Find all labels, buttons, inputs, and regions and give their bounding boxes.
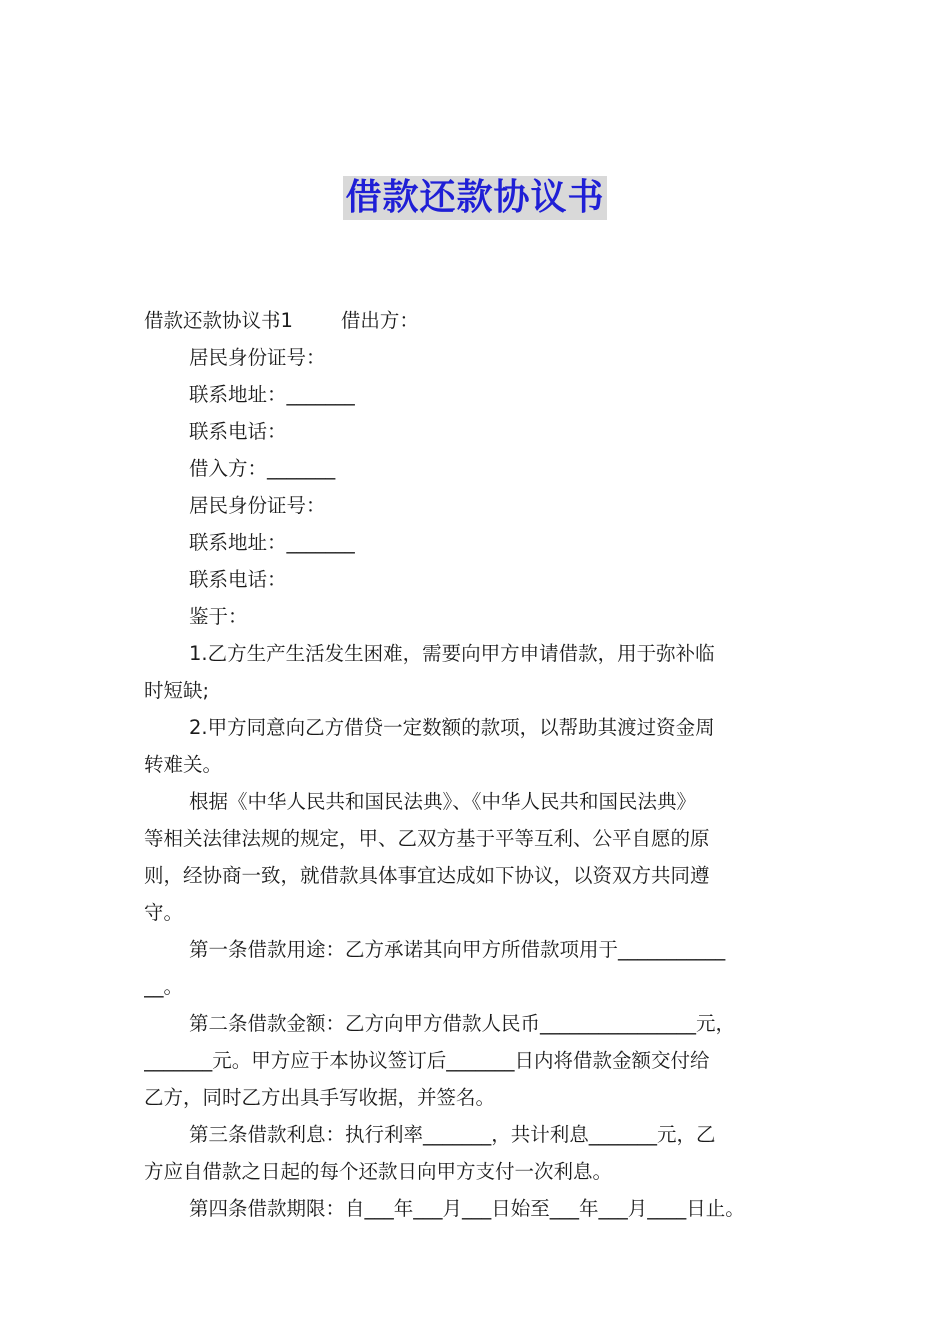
agreement-number: 借款还款协议书1 (144, 309, 293, 332)
lender-address-line: 联系地址：_______ (189, 383, 355, 406)
lender-label: 借出方： (340, 309, 419, 332)
borrower-id-line: 居民身份证号： (189, 494, 326, 517)
document-body (144, 302, 808, 1227)
borrower-phone-line: 联系电话： (189, 568, 287, 591)
article2-line2: _______元。甲方应于本协议签订后_______日内将借款金额交付给 (144, 1049, 710, 1072)
lender-phone-line: 联系电话： (189, 420, 287, 443)
item1-line2: 时短缺; (144, 679, 210, 702)
lender-id-line: 居民身份证号： (189, 346, 326, 369)
article2-line3: 乙方，同时乙方出具手写收据，并签名。 (144, 1086, 496, 1109)
article2-line1: 第二条借款金额：乙方向甲方借款人民币________________元， (189, 1012, 736, 1035)
title-container (0, 176, 950, 220)
whereas-line: 鉴于： (189, 605, 248, 628)
basis-line1: 根据《中华人民共和国民法典》、《中华人民共和国民法典》 (189, 790, 697, 813)
article1-line1: 第一条借款用途：乙方承诺其向甲方所借款项用于___________ (189, 938, 726, 961)
heading-line (144, 302, 808, 339)
item1-line1: 1.乙方生产生活发生困难，需要向甲方申请借款，用于弥补临 (189, 642, 715, 665)
basis-line2: 等相关法律法规的规定，甲、乙双方基于平等互利、公平自愿的原 (144, 827, 710, 850)
borrower-address-line: 联系地址：_______ (189, 531, 355, 554)
item2-line2: 转难关。 (144, 753, 223, 776)
item2-line1: 2.甲方同意向乙方借贷一定数额的款项，以帮助其渡过资金周 (189, 716, 715, 739)
basis-line4: 守。 (144, 901, 184, 924)
document-title: 借款还款协议书 (345, 177, 605, 218)
article3-line1: 第三条借款利息：执行利率_______，共计利息_______元，乙 (189, 1123, 716, 1146)
borrower-label-line: 借入方：_______ (189, 457, 336, 480)
article1-line2: __。 (144, 975, 184, 998)
article4-line1: 第四条借款期限：自___年___月___日始至___年___月____日止。 (189, 1197, 745, 1220)
article3-line2: 方应自借款之日起的每个还款日向甲方支付一次利息。 (144, 1160, 613, 1183)
basis-line3: 则，经协商一致，就借款具体事宜达成如下协议，以资双方共同遵 (144, 864, 710, 887)
